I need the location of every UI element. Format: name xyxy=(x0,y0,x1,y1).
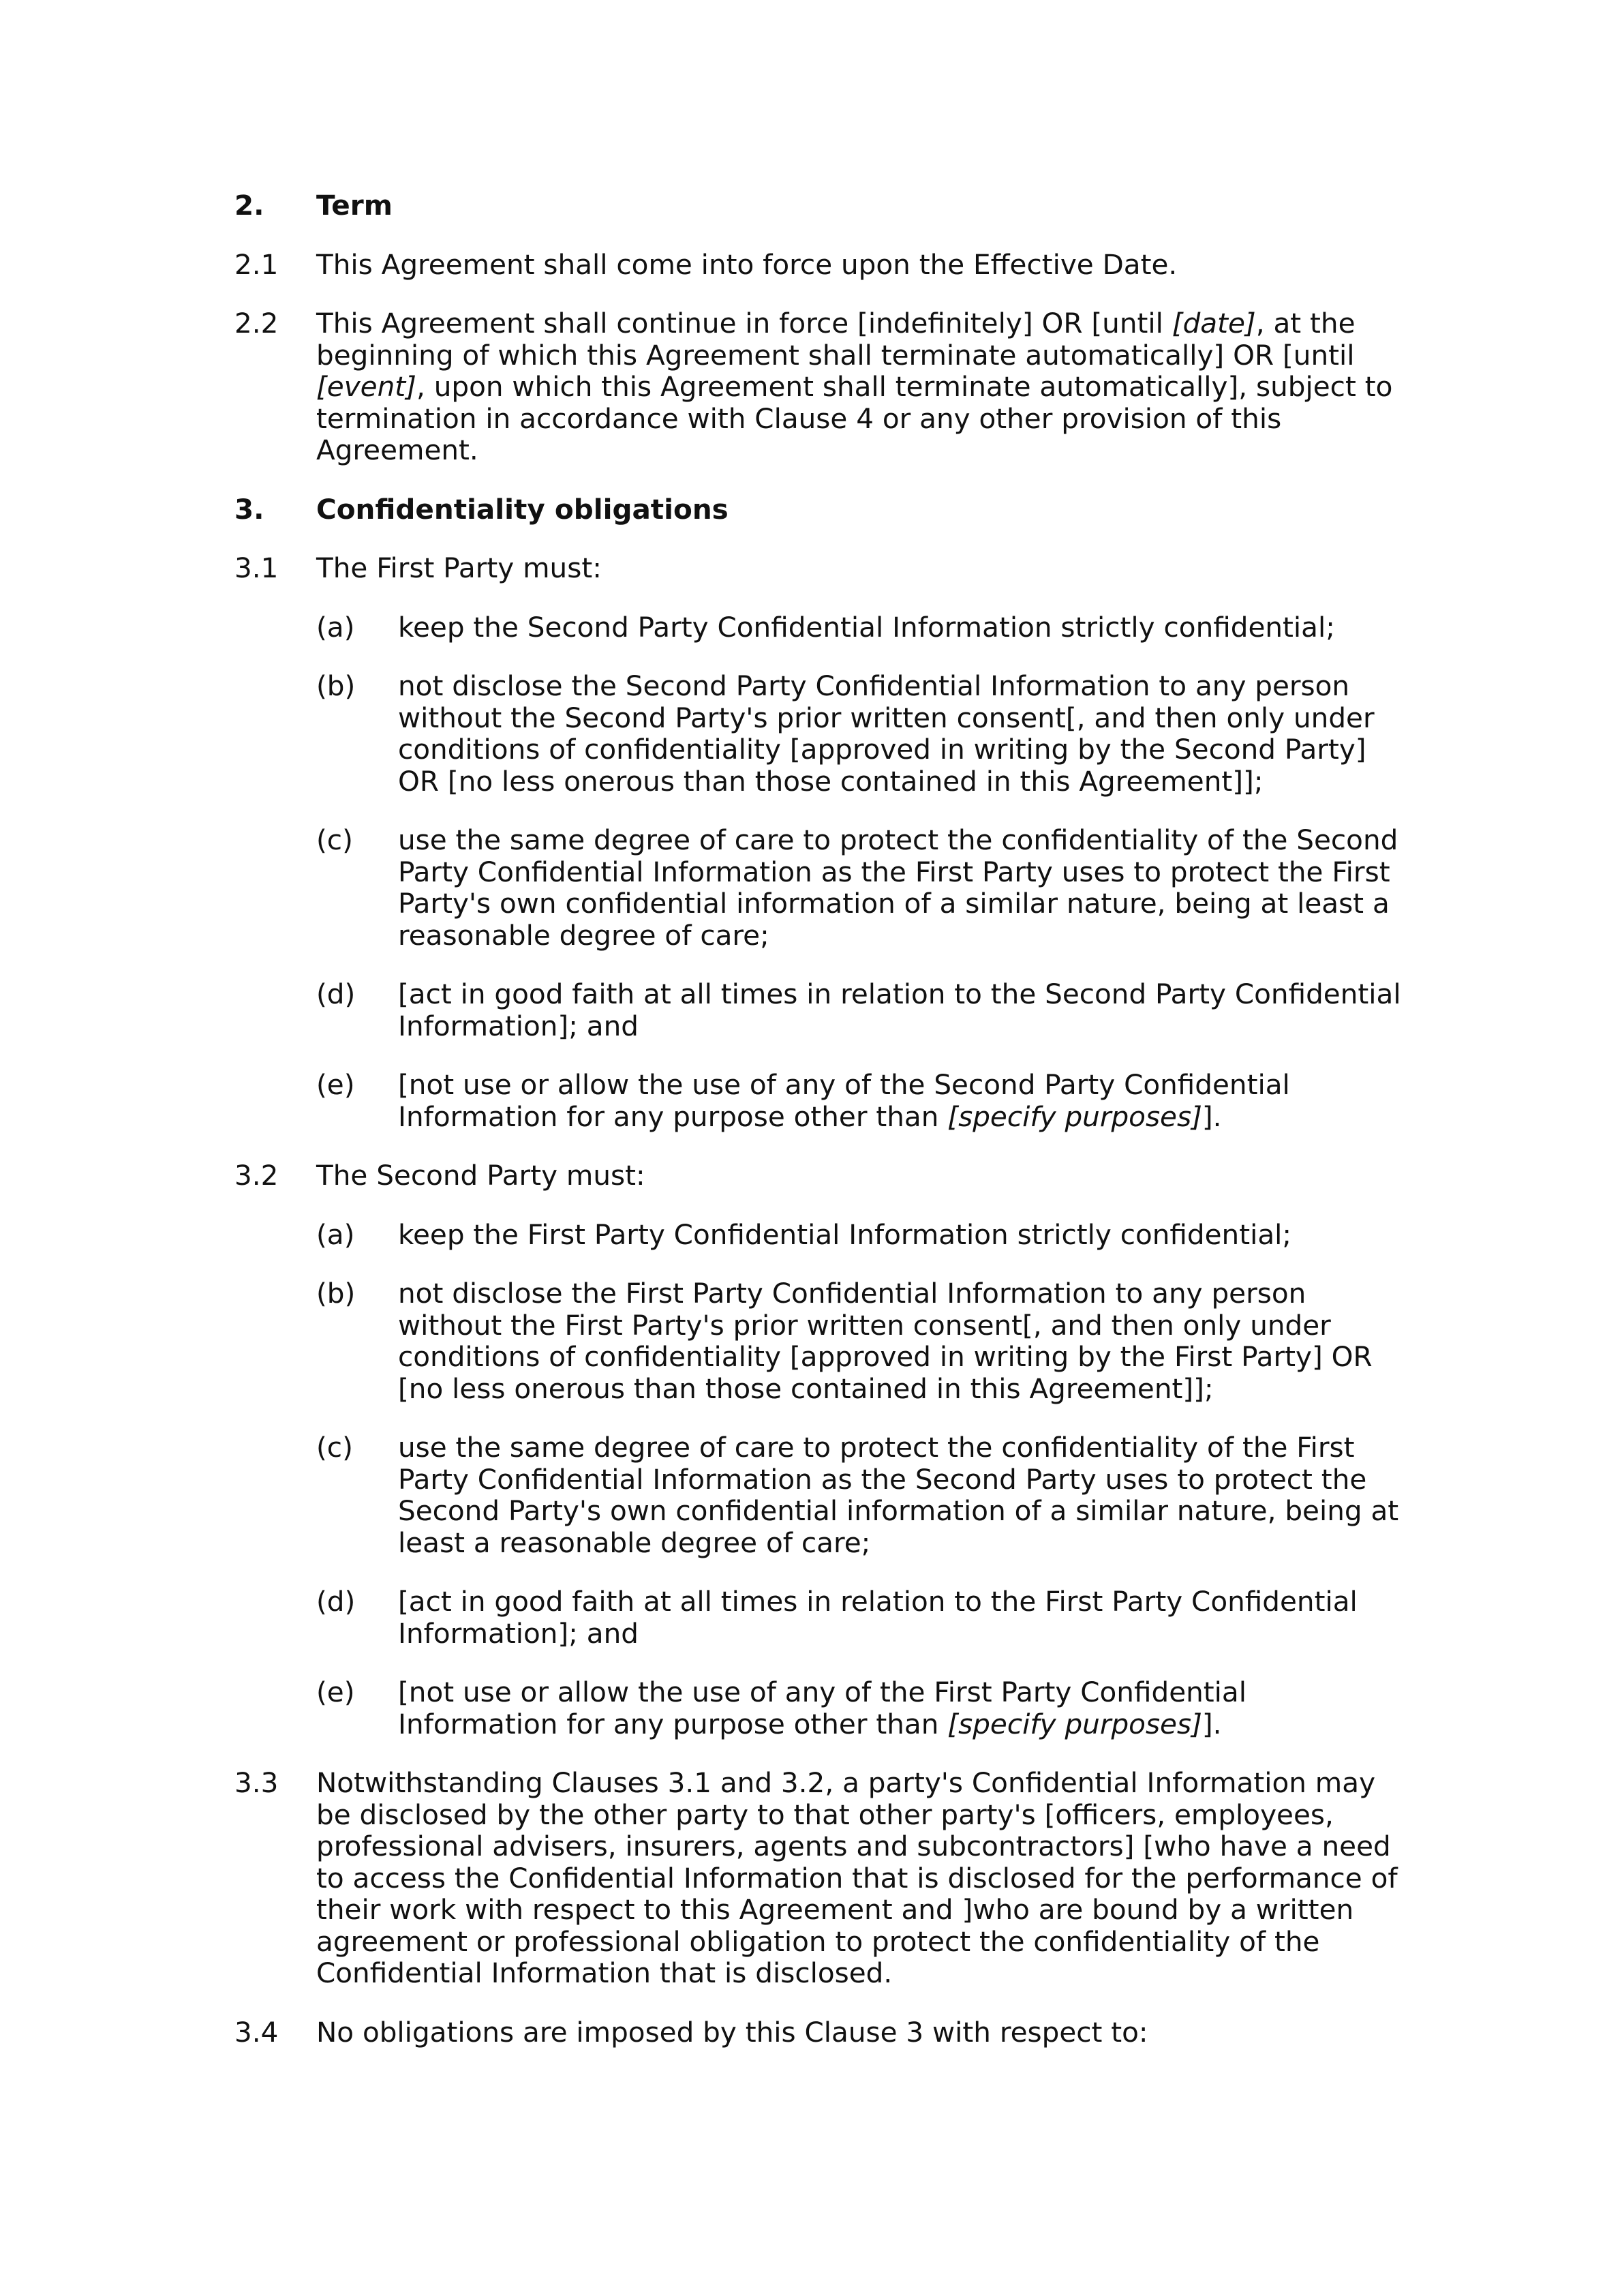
clause-number: 2.2 xyxy=(234,307,279,339)
placeholder-purposes: [specify purposes] xyxy=(947,1707,1202,1740)
subclause-3-2-a xyxy=(234,1219,1407,1251)
clause-text: Notwithstanding Clauses 3.1 and 3.2, a party's Confidential Information may be disclosed by the other party to that other party's [officers, employees, professional advisers, insurers, agents and subcontractors] [who have a need to access the Confidential Information that is disclosed for the performance of their work with respect to this Agreement and ]who are bound by a written agreement or professional obligation to protect the confidentiality of the Confidential Information that is disclosed. xyxy=(316,1766,1398,1989)
subclause-label: (d) xyxy=(316,1585,356,1618)
subclause-label: (b) xyxy=(316,669,356,702)
clause-2-1 xyxy=(234,249,1407,281)
subclause-3-2-d xyxy=(234,1586,1407,1649)
subclause-label: (e) xyxy=(316,1676,355,1708)
subclause-text: ]. xyxy=(1202,1100,1222,1133)
section-number: 2. xyxy=(234,189,264,222)
subclause-text: [act in good faith at all times in relation to the First Party Confidential Information]; and xyxy=(398,1585,1358,1650)
clause-2-2 xyxy=(234,307,1407,466)
subclause-3-2-e xyxy=(234,1676,1407,1740)
subclause-text: use the same degree of care to protect the confidentiality of the First Party Confidential Information as the Second Party uses to protect the Second Party's own confidential information of a similar nature, being at least a reasonable degree of care; xyxy=(398,1431,1399,1559)
subclause-label: (b) xyxy=(316,1277,356,1310)
subclause-3-2-c xyxy=(234,1432,1407,1558)
clause-3-4 xyxy=(234,2016,1407,2049)
subclause-label: (a) xyxy=(316,610,355,644)
clause-3-3 xyxy=(234,1767,1407,1989)
subclause-3-1-e xyxy=(234,1069,1407,1132)
subclause-label: (c) xyxy=(316,1431,353,1464)
clause-3-1 xyxy=(234,552,1407,584)
placeholder-event: [event] xyxy=(316,370,416,403)
subclause-label: (c) xyxy=(316,824,353,856)
placeholder-date: [date] xyxy=(1172,307,1256,339)
subclause-text: keep the Second Party Confidential Information strictly confidential; xyxy=(398,610,1335,644)
subclause-label: (e) xyxy=(316,1068,355,1101)
clause-3-2 xyxy=(234,1160,1407,1192)
clause-number: 3.1 xyxy=(234,552,279,584)
clause-number: 2.1 xyxy=(234,247,279,281)
subclause-text: use the same degree of care to protect the confidentiality of the Second Party Confidential Information as the First Party uses to protect the First Party's own confidential information of a similar nature, being at least a reasonable degree of care; xyxy=(398,824,1398,952)
clause-text: , upon which this Agreement shall terminate automatically], subject to termination in accordance with Clause 4 or any other provision of this Agreement. xyxy=(316,370,1393,466)
subclause-label: (d) xyxy=(316,978,356,1010)
clause-text: The First Party must: xyxy=(316,552,602,584)
section-heading-term xyxy=(234,190,1407,222)
section-title: Term xyxy=(316,189,393,222)
subclause-text: [act in good faith at all times in relation to the Second Party Confidential Information]; and xyxy=(398,978,1401,1042)
document-page xyxy=(234,190,1407,2075)
subclause-text: ]. xyxy=(1202,1707,1222,1740)
subclause-text: [not use or allow the use of any of the First Party Confidential Information for any purpose other than xyxy=(398,1676,1246,1740)
clause-number: 3.3 xyxy=(234,1766,279,1799)
subclause-text: [not use or allow the use of any of the Second Party Confidential Information for any purpose other than xyxy=(398,1068,1290,1133)
section-heading-confidentiality xyxy=(234,494,1407,526)
clause-text: No obligations are imposed by this Clause 3 with respect to: xyxy=(316,2015,1148,2049)
placeholder-purposes: [specify purposes] xyxy=(947,1100,1202,1133)
clause-number: 3.4 xyxy=(234,2015,279,2049)
subclause-3-1-d xyxy=(234,978,1407,1042)
section-number: 3. xyxy=(234,492,264,526)
subclause-3-1-c xyxy=(234,824,1407,951)
section-title: Confidentiality obligations xyxy=(316,492,729,526)
clause-text: This Agreement shall come into force upon the Effective Date. xyxy=(316,247,1178,281)
subclause-label: (a) xyxy=(316,1218,355,1251)
subclause-3-2-b xyxy=(234,1278,1407,1404)
subclause-3-1-b xyxy=(234,670,1407,797)
subclause-text: not disclose the Second Party Confidential Information to any person without the Second Party's prior written consent[, and then only under conditions of confidentiality [approved in writing by the Second Party] OR [no less onerous than those contained in this Agreement]]; xyxy=(398,669,1375,798)
subclause-text: keep the First Party Confidential Information strictly confidential; xyxy=(398,1218,1292,1251)
clause-text: The Second Party must: xyxy=(316,1159,645,1192)
subclause-3-1-a xyxy=(234,611,1407,644)
subclause-text: not disclose the First Party Confidential Information to any person without the First Party's prior written consent[, and then only under conditions of confidentiality [approved in writing by the First Party] OR [no less onerous than those contained in this Agreement]]; xyxy=(398,1277,1373,1405)
clause-text: This Agreement shall continue in force [indefinitely] OR [until xyxy=(316,307,1172,339)
clause-number: 3.2 xyxy=(234,1159,279,1192)
clause-text: , at the beginning of which this Agreement shall terminate automatically] OR [until xyxy=(316,307,1356,372)
